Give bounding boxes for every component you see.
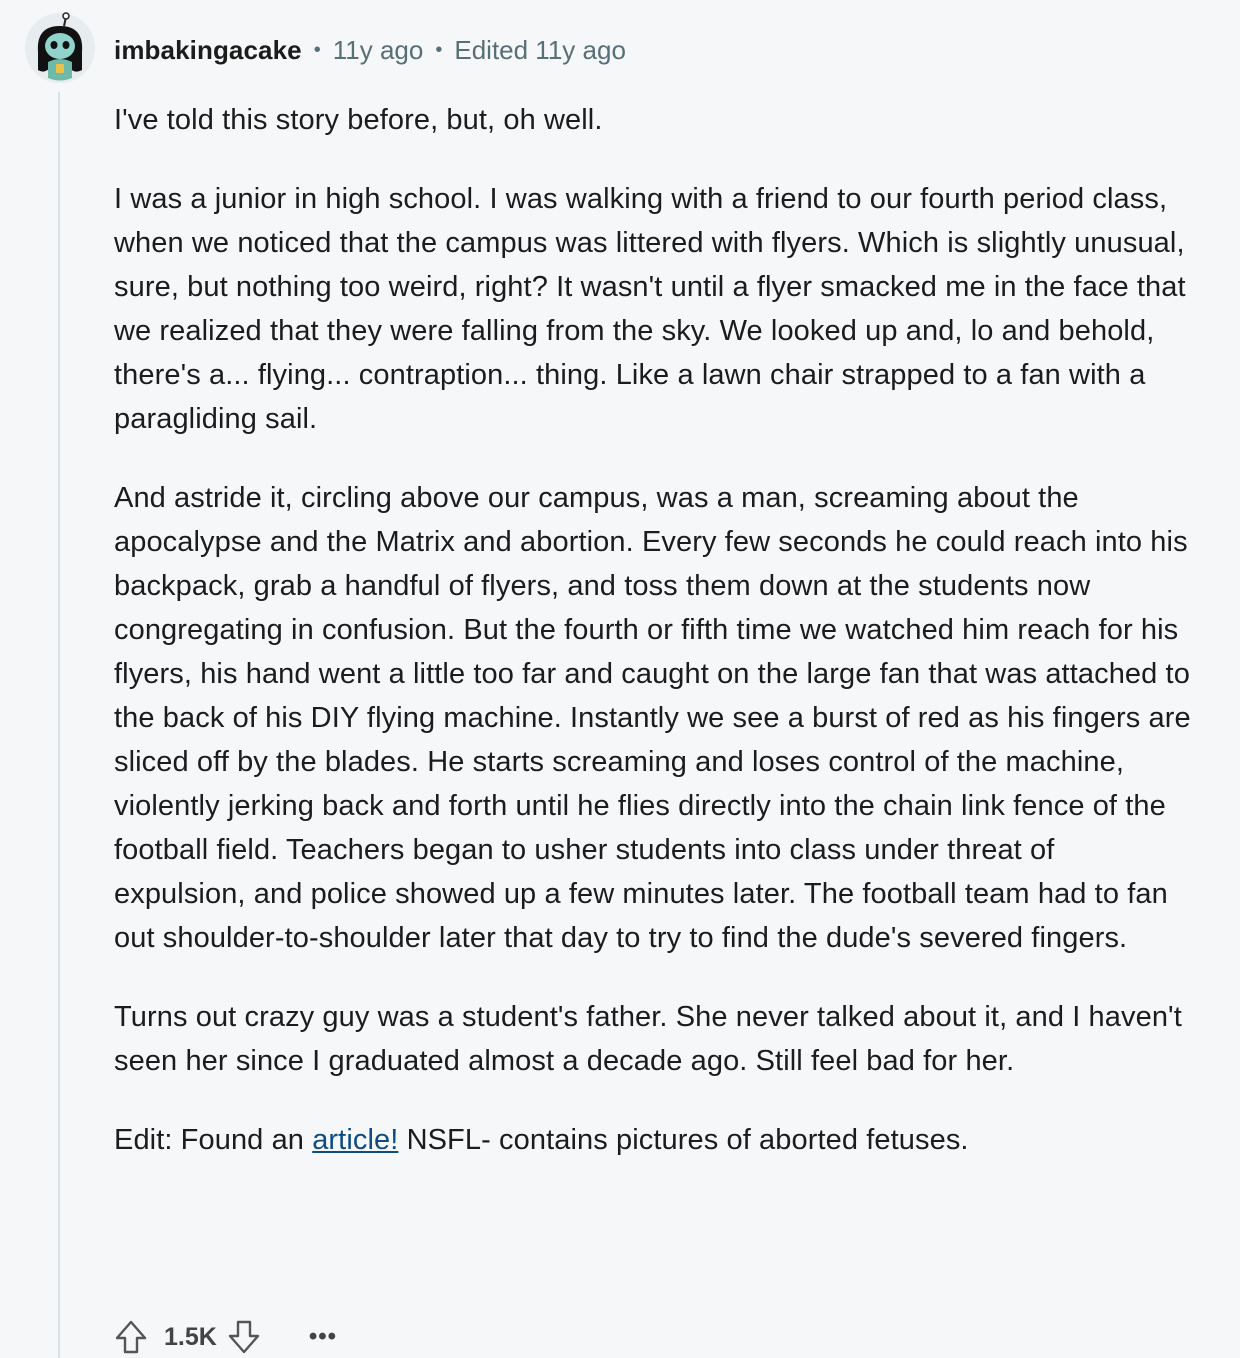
separator-dot: • xyxy=(435,39,443,61)
edited-label: Edited 11y ago xyxy=(454,35,626,65)
comment-header xyxy=(114,32,626,68)
upvote-button[interactable] xyxy=(110,1316,152,1358)
separator-dot: • xyxy=(313,39,321,61)
edit-prefix: Edit: Found an xyxy=(114,1124,313,1156)
article-link[interactable]: article! xyxy=(312,1124,399,1156)
comment-paragraph: And astride it, circling above our campus, was a man, screaming about the apocalypse and the Matrix and abortion. Every few seconds he could reach into his backpack, grab a handful of flyers, and toss them down at the students now congregating in confusion. But the fourth or fifth time we watched him reach for his flyers, his hand went a little too far and caught on the large fan that was attached to the back of his DIY flying machine. Instantly we see a burst of red as his fingers are sliced off by the blades. He starts screaming and loses control of the machine, violently jerking back and forth until he flies directly into the chain link fence of the football field. Teachers began to usher students into class under threat of expulsion, and police showed up a few minutes later. The football team had to fan out shoulder-to-shoulder later that day to try to find the dude's severed fingers. xyxy=(114,482,1191,954)
snoo-avatar-icon xyxy=(24,12,96,84)
vote-score: 1.5K xyxy=(164,1322,217,1351)
avatar[interactable] xyxy=(24,12,96,84)
timestamp[interactable]: 11y ago xyxy=(332,35,424,65)
edit-note xyxy=(114,1118,1194,1162)
thread-line[interactable] xyxy=(58,92,60,1358)
more-options-icon[interactable]: ••• xyxy=(308,1323,338,1350)
comment-paragraph: Turns out crazy guy was a student's father. She never talked about it, and I haven't seen her since I graduated almost a decade ago. Still feel bad for her. xyxy=(114,1001,1182,1077)
comment-body xyxy=(114,98,1194,1197)
edit-suffix: NSFL- contains pictures of aborted fetuses. xyxy=(398,1124,969,1156)
comment-paragraph: I was a junior in high school. I was walking with a friend to our fourth period class, when we noticed that the campus was littered with flyers. Which is slightly unusual, sure, but nothing too weird, right? It wasn't until a flyer smacked me in the face that we realized that they were falling from the sky. We looked up and, lo and behold, there's a... flying... contraption... thing. Like a lawn chair strapped to a fan with a paragliding sail. xyxy=(114,183,1186,435)
downvote-button[interactable] xyxy=(223,1316,265,1358)
upvote-arrow-icon xyxy=(114,1319,148,1355)
downvote-arrow-icon xyxy=(227,1319,261,1355)
comment-paragraph: I've told this story before, but, oh well. xyxy=(114,104,603,136)
comment-actions xyxy=(110,1316,337,1358)
username[interactable]: imbakingacake xyxy=(114,35,302,65)
